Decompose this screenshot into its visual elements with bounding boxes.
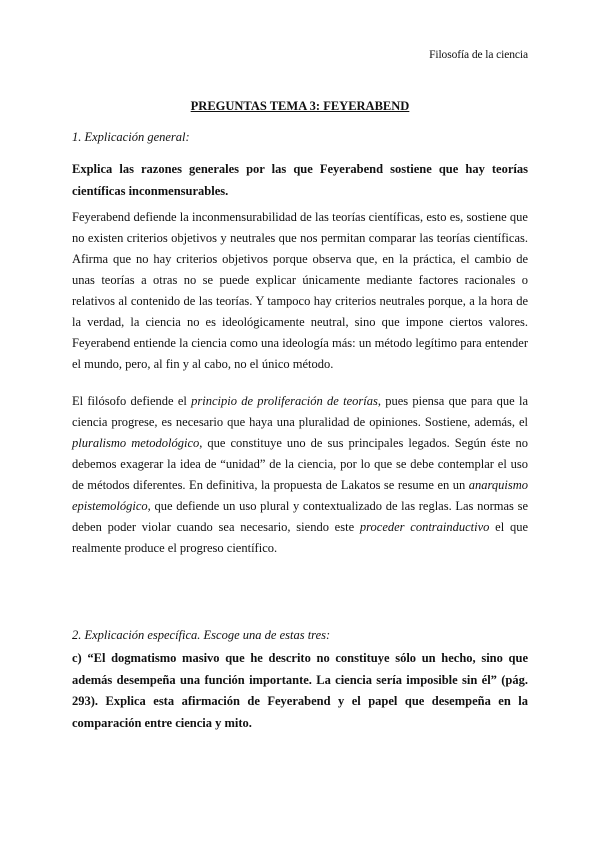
p2-text-1: El filósofo defiende el xyxy=(72,394,192,408)
section-2-question: c) “El dogmatismo masivo que he descrito no constituye sólo un hecho, sino que además desempeña una función importante. La ciencia sería imposible sin él” (pág. 293). Explica esta afirmación de Feyerabend y el papel que desempeña en la comparación entre ciencia y mito. xyxy=(72,651,528,730)
section-1-heading: 1. Explicación general: xyxy=(72,130,190,144)
section-1-question: Explica las razones generales por las que Feyerabend sostiene que hay teorías científicas inconmensurables. xyxy=(72,162,528,198)
p2-text-3: , que constituye uno de sus principales legados. Según éste no debemos exagerar la idea de “unidad” de la ciencia, por lo que se debe contemplar el uso de métodos diferentes. En definitiva, la propuesta de Lakatos se resume en un xyxy=(72,436,528,492)
page-title: PREGUNTAS TEMA 3: FEYERABEND xyxy=(190,99,410,113)
p2-italic-counterinductive: proceder contrainductivo xyxy=(359,520,490,534)
p2-text-4: que defiende un uso plural y contextualizado de las reglas. Las normas se deben poder violar cuando sea necesario, siendo este xyxy=(72,499,528,534)
p2-italic-pluralism: pluralismo metodológico xyxy=(72,436,200,450)
p2-italic-anarchism: anarquismo epistemológico, xyxy=(72,478,528,513)
p2-text-2: , pues piensa que para que la ciencia progrese, es necesario que haya una pluralidad de opiniones. Sostiene, además, el xyxy=(72,394,529,429)
section-1-paragraph-1: Feyerabend defiende la inconmensurabilidad de las teorías científicas, esto es, sostiene que no existen criterios objetivos y neutrales que nos permitan comparar las teorías científicas. Afirma que no hay criterios objetivos porque observa que, en la práctica, el cambio de unas teorías a otras no se puede explicar únicamente mediante factores racionales o relativos al contenido de las teorías. Y tampoco hay criterios neutrales porque, a la hora de la verdad, la ciencia no es ideológicamente neutral, sino que impone ciertos valores. Feyerabend entiende la ciencia como una ideología más: un método legítimo para entender el mundo, pero, al fin y al cabo, no el único método. xyxy=(72,210,528,371)
section-2-heading: 2. Explicación específica. Escoge una de estas tres: xyxy=(72,628,331,642)
p2-text-5: el que realmente produce el progreso científico. xyxy=(72,520,528,555)
p2-italic-proliferation: principio de proliferación de teorías xyxy=(191,394,378,408)
section-1-paragraph-2 xyxy=(72,391,528,559)
running-header: Filosofía de la ciencia xyxy=(429,49,528,61)
